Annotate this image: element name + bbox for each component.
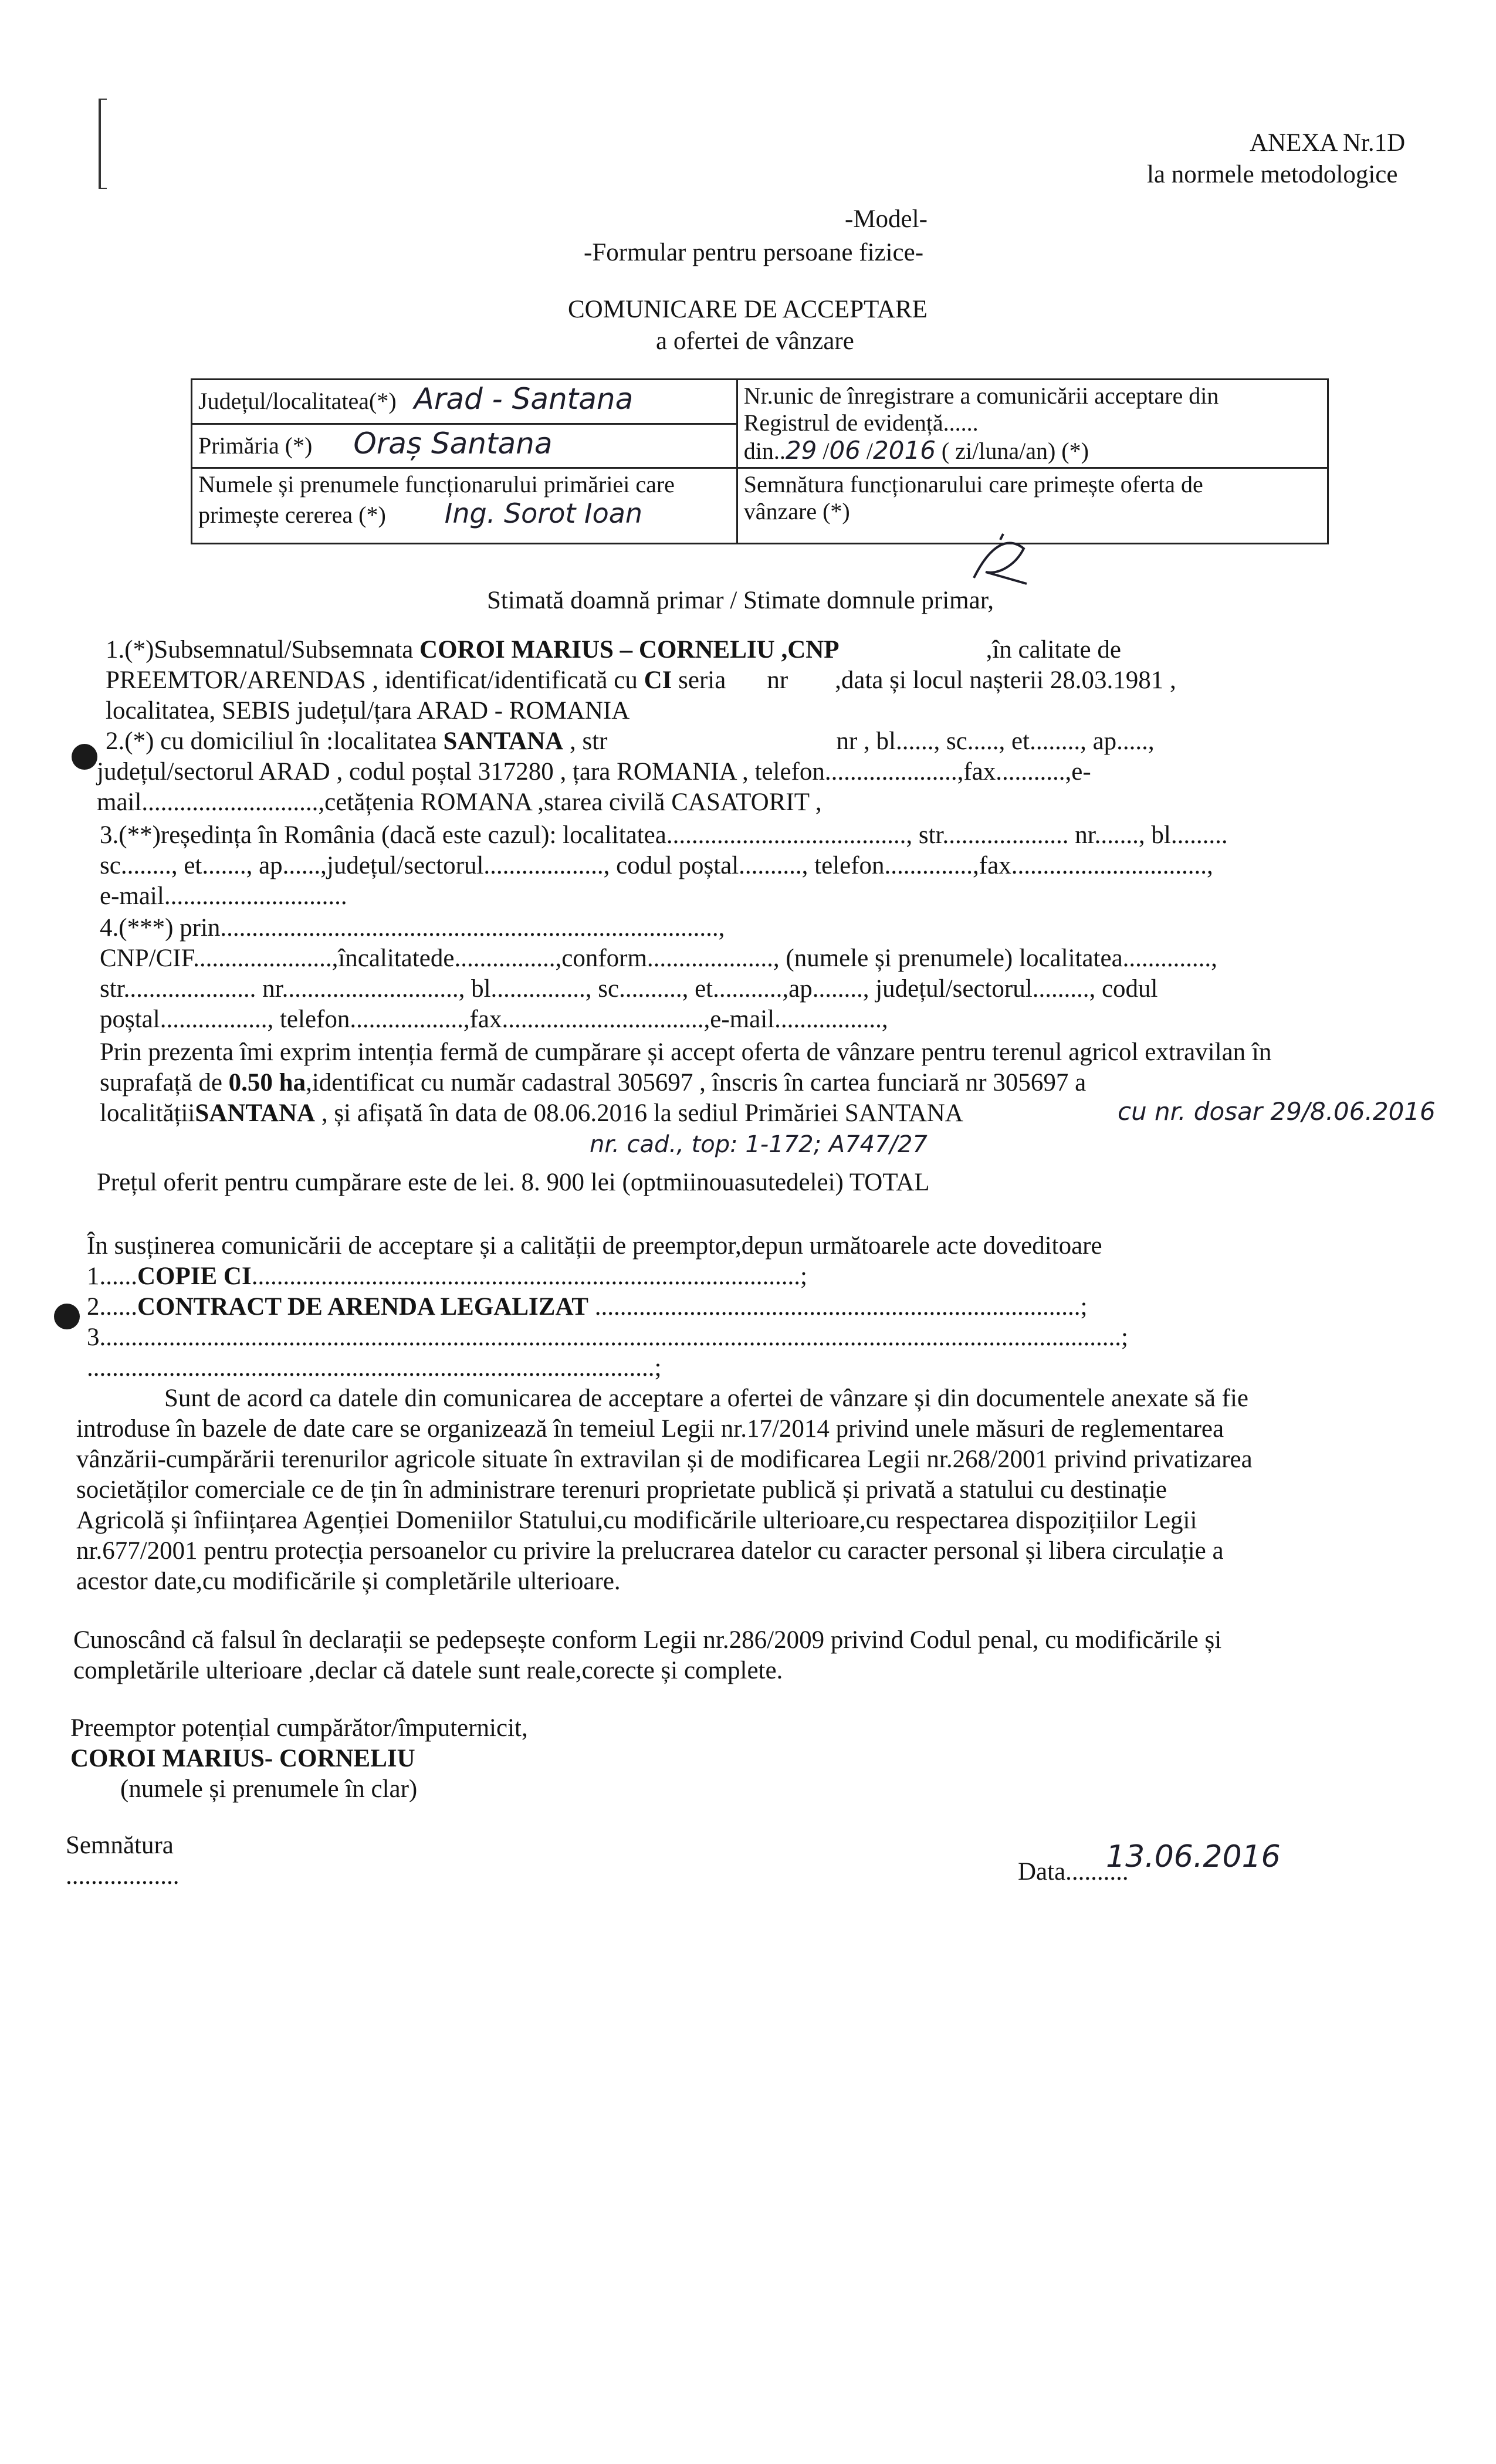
official-signature-icon <box>968 531 1033 590</box>
p1-line3: localitatea, SEBIS județul/țara ARAD - ROMANIA <box>106 697 630 725</box>
form-type: -Formular pentru persoane fizice- <box>584 239 924 266</box>
judet-label: Județul/localitatea(*) <box>198 388 397 414</box>
registration-table <box>191 378 1329 544</box>
nr-date-line: din..29 /06 /2016 ( zi/luna/an) (*) <box>743 436 1089 465</box>
p4-line3: str..................... nr............................, bl..............., sc.........., et...........,ap........, județul/sectorul........., codul <box>100 975 1158 1003</box>
intent-line1: Prin prezenta îmi exprim intenția fermă de cumpărare și accept oferta de vânzare pentru terenul agricol extravilan în <box>100 1038 1272 1066</box>
functionar-value: Ing. Sorot Ioan <box>444 497 643 530</box>
doc-4: ..........................................................................................; <box>87 1354 662 1382</box>
consent-line6: nr.677/2001 pentru protecția persoanelor cu privire la prelucrarea datelor cu caracter personal și libera circulație a <box>76 1537 1224 1565</box>
nr-label-1: Nr.unic de înregistrare a comunicării acceptare din <box>743 383 1219 409</box>
intent-handwritten-dosar: cu nr. dosar 29/8.06.2016 <box>1118 1097 1436 1126</box>
nr-month: 06 <box>829 436 861 465</box>
p3-line1: 3.(**)reședința în România (dacă este cazul): localitatea......................................, str.................... nr......., bl......... <box>100 821 1228 849</box>
intent-line3: localitățiiSANTANA , și afișată în data de 08.06.2016 la sediul Primăriei SANTANA <box>100 1099 963 1127</box>
functionar-label-2: primește cererea (*) Ing. Sorot Ioan <box>198 497 643 530</box>
consent-line4: societăților comerciale ce de țin în administrare terenuri proprietate publică și privată a statului cu destinație <box>76 1476 1167 1504</box>
salutation: Stimată doamnă primar / Stimate domnule primar, <box>487 587 994 614</box>
punch-hole-mark <box>54 1304 80 1329</box>
price-line: Prețul oferit pentru cumpărare este de lei. 8. 900 lei (optmiinouasutedelei) TOTAL <box>97 1169 930 1196</box>
annex-number: ANEXA Nr.1D <box>1250 129 1406 157</box>
intent-line2: suprafață de 0.50 ha,identificat cu număr cadastral 305697 , înscris în cartea funciară nr 305697 a <box>100 1069 1087 1096</box>
document-title: COMUNICARE DE ACCEPTARE <box>568 296 928 323</box>
judet-cell <box>192 380 737 424</box>
consent-line3: vânzării-cumpărării terenurilor agricole situate în extravilan și de modificarea Legii nr.268/2001 privind privatizarea <box>76 1446 1253 1473</box>
consent-line1: Sunt de acord ca datele din comunicarea de acceptare a ofertei de vânzare și din documentele anexate să fie <box>164 1385 1249 1412</box>
doc-2: 2......CONTRACT DE ARENDA LEGALIZAT .............................................................................; <box>87 1293 1088 1321</box>
p4-line4: poștal................., telefon..................,fax................................,e-mail................., <box>100 1006 888 1033</box>
functionar-cell <box>192 468 737 544</box>
margin-bracket-mark <box>99 99 107 189</box>
primaria-cell <box>192 424 737 468</box>
applicant-role: Preemptor potențial cumpărător/împuternicit, <box>70 1714 528 1742</box>
p4-line1: 4.(***) prin..............................................................................., <box>100 914 725 942</box>
semnatura-label-2: vânzare (*) <box>743 498 850 525</box>
nr-year: 2016 <box>873 436 936 465</box>
nr-label-2: Registrul de evidență...... <box>743 409 979 436</box>
support-line: În susținerea comunicării de acceptare și a calității de preemptor,depun următoarele acte doveditoare <box>87 1232 1102 1260</box>
false-decl-line1: Cunoscând că falsul în declarații se pedepsește conform Legii nr.286/2009 privind Codul penal, cu modificările și <box>73 1626 1222 1654</box>
p1-line1: 1.(*)Subsemnatul/Subsemnata COROI MARIUS – CORNELIU ,CNP ,în calitate de <box>106 636 1121 664</box>
nr-day: 29 <box>785 436 817 465</box>
date-label: Data <box>1018 1858 1066 1886</box>
registration-number-cell <box>737 380 1328 468</box>
applicant-name-note: (numele și prenumele în clar) <box>120 1775 418 1803</box>
punch-hole-mark <box>72 744 97 770</box>
doc-1: 1......COPIE CI.......................................................................................; <box>87 1263 807 1290</box>
functionar-label-1: Numele și prenumele funcționarului primăriei care <box>198 471 675 498</box>
p2-line2: județul/sectorul ARAD , codul poștal 317280 , țara ROMANIA , telefon.....................,fax...........,e- <box>97 758 1091 786</box>
p2-line3: mail............................,cetățenia ROMANA ,starea civilă CASATORIT , <box>97 788 822 816</box>
p3-line3: e-mail............................. <box>100 882 347 910</box>
p1-line2: PREEMTOR/ARENDAS , identificat/identificată cu CI seria nr ,data și locul nașterii 28.03.1981 , <box>106 666 1176 694</box>
annex-subtitle: la normele metodologice <box>1147 161 1398 188</box>
false-decl-line2: completările ulterioare ,declar că datele sunt reale,corecte și complete. <box>73 1657 783 1684</box>
document-subtitle: a ofertei de vânzare <box>656 327 854 355</box>
model-label: -Model- <box>845 205 928 233</box>
p4-line2: CNP/CIF......................,încalitatede................,conform...................., (numele și prenumele) localitatea.............., <box>100 945 1217 972</box>
doc-3: 3..................................................................................................................................................................; <box>87 1324 1128 1351</box>
p2-line1: 2.(*) cu domiciliul în :localitatea SANTANA , str nr , bl......, sc....., et........, ap....., <box>106 727 1155 755</box>
date-field: Data.......... <box>1018 1858 1129 1886</box>
p3-line2: sc........, et......., ap......,județul/sectorul..................., codul poștal.........., telefon..............,fax..............................., <box>100 852 1213 879</box>
intent-handwritten-topo: nr. cad., top: 1-172; A747/27 <box>590 1131 928 1158</box>
consent-line7: acestor date,cu modificările și completările ulterioare. <box>76 1568 621 1595</box>
semnatura-label-1: Semnătura funcționarului care primește oferta de <box>743 471 1203 498</box>
consent-line5: Agricolă și înființarea Agenției Domeniilor Statului,cu modificările ulterioare,cu respectarea dispozițiilor Legii <box>76 1507 1197 1534</box>
judet-value: Arad - Santana <box>414 382 634 416</box>
applicant-name: COROI MARIUS- CORNELIU <box>70 1745 415 1772</box>
signature-label: Semnătura <box>66 1832 174 1859</box>
signature-dots: .................. <box>66 1862 180 1890</box>
consent-line2: introduse în bazele de date care se organizează în temeiul Legii nr.17/2014 privind unele măsuri de reglementarea <box>76 1415 1224 1443</box>
primaria-label: Primăria (*) <box>198 432 313 459</box>
primaria-value: Oraș Santana <box>353 426 553 461</box>
date-value: 13.06.2016 <box>1106 1839 1281 1874</box>
